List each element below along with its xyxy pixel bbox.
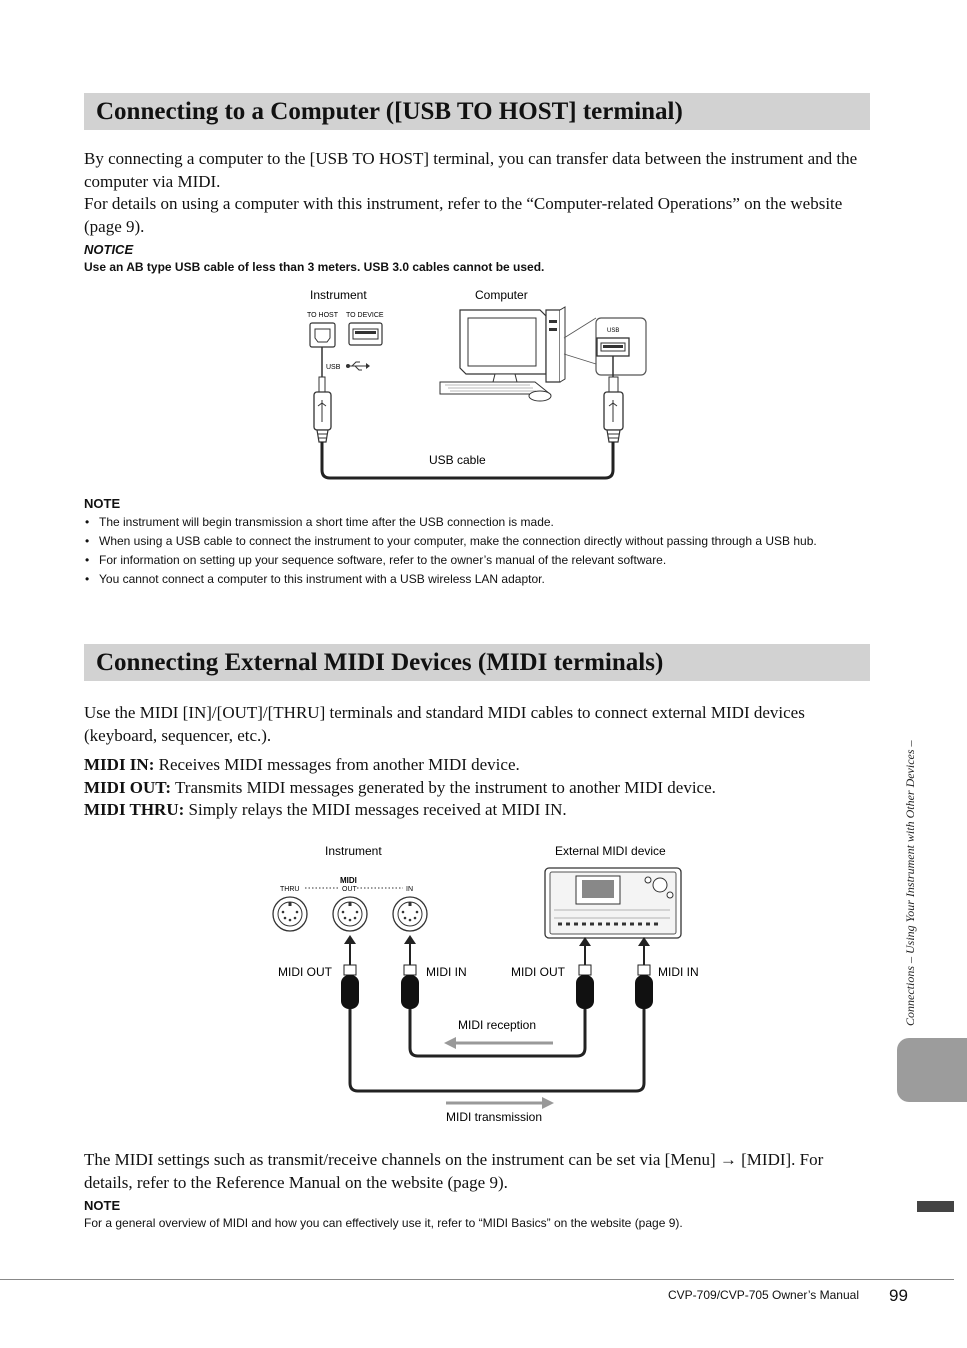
computer-icon — [440, 307, 565, 401]
thru-label: THRU — [280, 886, 300, 893]
midi-thru-definition — [84, 799, 874, 822]
usb-symbol-icon — [346, 362, 370, 370]
midi-panel-label: MIDI — [340, 876, 357, 885]
midi-in-plug-label-2: MIDI IN — [658, 965, 699, 979]
midi-out-plug-label-2: MIDI OUT — [511, 965, 565, 979]
usb-note-item: • When using a USB cable to connect the instrument to your computer, make the connection directly without passing through a USB hub. — [84, 534, 864, 548]
page-number: 99 — [889, 1286, 908, 1305]
midi-out-term: MIDI OUT: — [84, 777, 172, 797]
midi-reception-cable — [410, 1009, 585, 1056]
usb-cable-label: USB cable — [429, 453, 486, 467]
footer-rule — [0, 1279, 954, 1280]
in-label: IN — [406, 886, 413, 893]
usb-para-1: By connecting a computer to the [USB TO HOST] terminal, you can transfer data between the instrument and the computer via MIDI. — [84, 149, 858, 191]
computer-usb-callout — [564, 318, 646, 375]
external-midi-device-icon — [545, 868, 681, 938]
midi-thru-port-icon — [273, 897, 307, 931]
midi-out-port-icon — [333, 897, 367, 931]
sidebar-tab — [897, 1038, 967, 1102]
usb-para-2: For details on using a computer with this instrument, refer to the “Computer-related Operations” on the website (page 9). — [84, 194, 843, 236]
usb-a-port-icon — [349, 323, 382, 345]
midi-note-text: For a general overview of MIDI and how you can effectively use it, refer to “MIDI Basics” on the website (page 9). — [84, 1216, 683, 1230]
midi-transmission-label: MIDI transmission — [446, 1110, 543, 1124]
computer-usb-label: USB — [607, 328, 620, 334]
midi-in-arrow-icon — [404, 935, 416, 965]
transmission-arrow-icon — [446, 1097, 554, 1109]
midi-out-arrow-icon — [344, 935, 356, 965]
diagram-instrument-label: Instrument — [310, 288, 367, 302]
midi-plug-icon — [635, 965, 653, 1009]
midi-out-desc: Transmits MIDI messages generated by the instrument to another MIDI device. — [171, 777, 716, 797]
usb-notes-list — [84, 515, 864, 591]
midi-plug-icon — [401, 965, 419, 1009]
midi-intro — [84, 702, 874, 747]
section-header-midi — [84, 644, 870, 681]
diagram-computer-label: Computer — [475, 288, 528, 302]
notice-title: NOTICE — [84, 242, 134, 257]
usb-note-item: • The instrument will begin transmission a short time after the USB connection is made. — [84, 515, 864, 529]
midi-para-1: Use the MIDI [IN]/[OUT]/[THRU] terminals and standard MIDI cables to connect external MIDI devices (keyboard, sequencer, etc.). — [84, 703, 805, 745]
out-label: OUT — [342, 886, 357, 893]
section-title-usb: Connecting to a Computer ([USB TO HOST] terminal) — [96, 98, 683, 125]
sidebar-chapter-text: Connections – Using Your Instrument with Other Devices – — [903, 740, 917, 1026]
footer-manual-title: CVP-709/CVP-705 Owner’s Manual — [668, 1288, 859, 1302]
midi-in-term: MIDI IN: — [84, 755, 155, 774]
midi-in-desc: Receives MIDI messages from another MIDI device. — [154, 755, 520, 774]
midi-diagram-external-label: External MIDI device — [555, 844, 666, 858]
midi-in-port-icon — [393, 897, 427, 931]
note-title-2: NOTE — [84, 1198, 121, 1213]
ext-midi-in-arrow-icon — [638, 937, 650, 965]
midi-para-2: The MIDI settings such as transmit/receive channels on the instrument can be set via [Menu] → [MIDI]. For details, refer to the Reference Manual on the website (page 9). — [84, 1150, 824, 1192]
midi-thru-term: MIDI THRU: — [84, 800, 185, 819]
midi-in-definition — [84, 754, 874, 777]
midi-plug-icon — [576, 965, 594, 1009]
midi-settings-text — [84, 1149, 874, 1194]
midi-plug-icon — [341, 965, 359, 1009]
notice-text: Use an AB type USB cable of less than 3 meters. USB 3.0 cables cannot be used. — [84, 260, 545, 274]
midi-reception-label: MIDI reception — [458, 1018, 537, 1032]
usb-note-item: • You cannot connect a computer to this instrument with a USB wireless LAN adaptor. — [84, 572, 864, 586]
page-marker-bar — [917, 1201, 954, 1212]
usb-connection-diagram — [290, 282, 670, 487]
midi-out-definition — [84, 777, 874, 800]
note-title-1: NOTE — [84, 496, 121, 511]
midi-thru-desc: Simply relays the MIDI messages received at MIDI IN. — [184, 800, 567, 819]
midi-connection-diagram — [270, 840, 699, 1130]
midi-definitions — [84, 754, 874, 822]
midi-in-plug-label-1: MIDI IN — [426, 965, 467, 979]
midi-out-plug-label-1: MIDI OUT — [278, 965, 332, 979]
midi-diagram-instrument-label: Instrument — [325, 844, 382, 858]
to-device-label: TO DEVICE — [346, 312, 384, 319]
usb-port-label: USB — [326, 364, 341, 371]
reception-arrow-icon — [444, 1037, 553, 1049]
usb-b-plug-icon — [314, 347, 331, 442]
to-host-label: TO HOST — [307, 312, 338, 319]
section-header-usb — [84, 93, 870, 130]
ext-midi-out-arrow-icon — [579, 937, 591, 965]
usb-b-port-icon — [310, 323, 335, 347]
usb-intro — [84, 148, 874, 238]
usb-note-item: • For information on setting up your sequence software, refer to the owner’s manual of the relevant software. — [84, 553, 864, 567]
section-title-midi: Connecting External MIDI Devices (MIDI terminals) — [96, 649, 664, 676]
